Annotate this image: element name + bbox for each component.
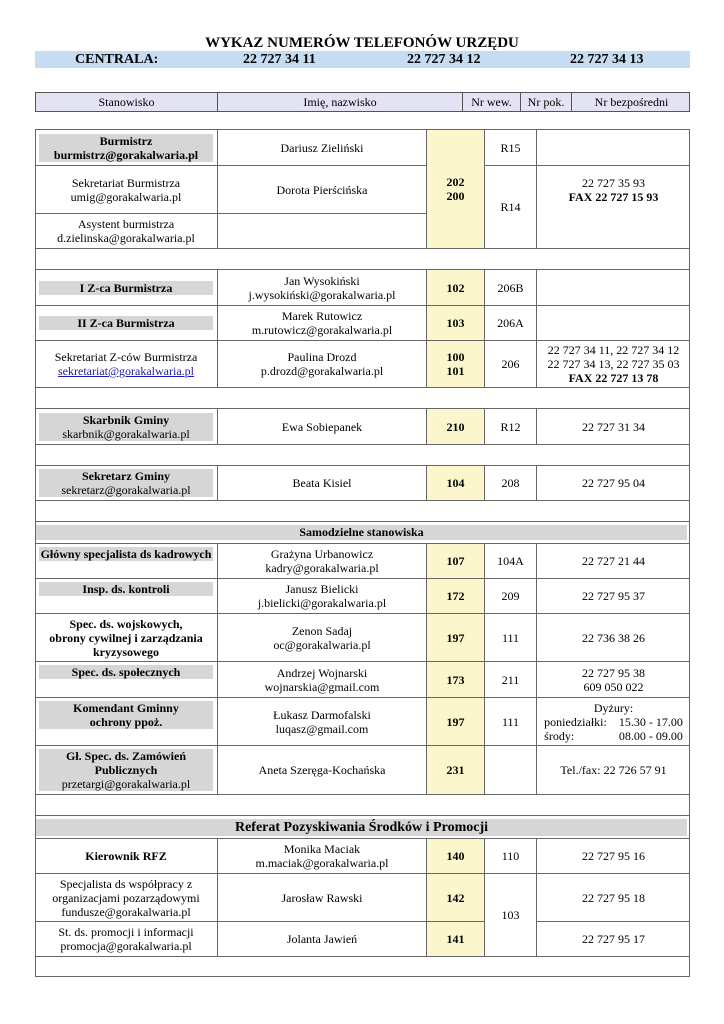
- role-label: Gł. Spec. ds. Zamówień Publicznych przetargi@gorakalwaria.pl: [39, 749, 213, 791]
- duty-hours: poniedziałki: 15.30 - 17.00 środy: 08.00 - 09.00: [544, 714, 683, 743]
- name-cell: Dorota Pierścińska: [218, 165, 427, 213]
- table-row: [35, 543, 218, 578]
- role-label: Główny specjalista ds kadrowych: [40, 547, 212, 561]
- header-wew: Nr wew.: [463, 93, 521, 111]
- ext-cell: 104: [427, 465, 485, 500]
- table-row: Kierownik RFZ: [35, 838, 218, 873]
- phone-cell: 22 727 34 11, 22 727 34 12 22 727 34 13, 22 727 35 03 FAX 22 727 13 78: [537, 340, 690, 387]
- section-heading: Samodzielne stanowiska: [36, 525, 687, 540]
- phone-cell: [537, 129, 690, 165]
- phone-cell: 22 736 38 26: [537, 613, 690, 661]
- room-cell: 206: [485, 340, 537, 387]
- room-cell: 206A: [485, 305, 537, 340]
- phone-cell: 22 727 95 17: [537, 921, 690, 956]
- central-label: CENTRALA:: [75, 52, 159, 67]
- phone-cell: Tel./fax: 22 726 57 91: [537, 745, 690, 794]
- role-label: Spec. ds. społecznych: [39, 665, 213, 679]
- name-cell: Łukasz Darmofalski luqasz@gmail.com: [218, 697, 427, 745]
- table-row: [35, 129, 218, 165]
- table-row: [35, 578, 218, 613]
- room-cell: 211: [485, 661, 537, 697]
- spacer-row: [35, 444, 690, 465]
- phone-cell: 22 727 95 16: [537, 838, 690, 873]
- role-label: Sekretarz Gminy sekretarz@gorakalwaria.pl: [39, 469, 213, 497]
- room-cell: 103: [485, 873, 537, 956]
- table-row: [35, 613, 218, 661]
- ext-cell: 197: [427, 613, 485, 661]
- ext-cell: 140: [427, 838, 485, 873]
- name-cell: Grażyna Urbanowicz kadry@gorakalwaria.pl: [218, 543, 427, 578]
- spacer-row: [35, 794, 690, 815]
- phone-cell: 22 727 21 44: [537, 543, 690, 578]
- ext-cell: 142: [427, 873, 485, 921]
- phone-cell: [537, 269, 690, 305]
- table-row: Asystent burmistrza d.zielinska@gorakalwaria.pl: [35, 213, 218, 248]
- table-row: Sekretariat Z-ców Burmistrza sekretariat@gorakalwaria.pl: [35, 340, 218, 387]
- table-row: [35, 661, 218, 697]
- ext-cell: 202 200: [427, 129, 485, 248]
- room-cell: 111: [485, 697, 537, 745]
- table-row: [35, 745, 218, 794]
- table-header: [35, 92, 690, 112]
- table-row: [35, 465, 218, 500]
- room-cell: [485, 745, 537, 794]
- section-heading: Referat Pozyskiwania Środków i Promocji: [36, 819, 687, 836]
- duty-label: Dyżury:: [593, 700, 634, 715]
- page-title: WYKAZ NUMERÓW TELEFONÓW URZĘDU: [205, 35, 519, 51]
- table-row: [35, 697, 218, 745]
- table-row: Sekretariat Burmistrza umig@gorakalwaria.pl: [35, 165, 218, 213]
- phone-cell: 22 727 35 93 FAX 22 727 15 93: [537, 165, 690, 213]
- name-cell: Aneta Szeręga-Kochańska: [218, 745, 427, 794]
- ext-cell: 107: [427, 543, 485, 578]
- spacer-row: [35, 956, 690, 977]
- ext-cell: 172: [427, 578, 485, 613]
- phone-cell: 22 727 31 34: [537, 408, 690, 444]
- name-cell: Marek Rutowicz m.rutowicz@gorakalwaria.pl: [218, 305, 427, 340]
- spacer-row: [35, 248, 690, 269]
- header-bezp: Nr bezpośredni: [594, 95, 669, 109]
- role-label: II Z-ca Burmistrza: [39, 316, 213, 330]
- name-cell: Paulina Drozd p.drozd@gorakalwaria.pl: [218, 340, 427, 387]
- role-label: I Z-ca Burmistrza: [39, 281, 213, 295]
- central-number-1: 22 727 34 11: [243, 52, 316, 67]
- ext-cell: 173: [427, 661, 485, 697]
- name-cell: Jan Wysokiński j.wysokiński@gorakalwaria.pl: [218, 269, 427, 305]
- room-cell: R15: [485, 129, 537, 165]
- header-imie: Imię, nazwisko: [218, 93, 463, 111]
- header-stanowisko: Stanowisko: [36, 93, 218, 111]
- phone-cell: 22 727 95 38 609 050 022: [537, 661, 690, 697]
- central-bar: [35, 51, 690, 68]
- table-row: St. ds. promocji i informacji promocja@gorakalwaria.pl: [35, 921, 218, 956]
- table-row: [35, 408, 218, 444]
- name-cell: Beata Kisiel: [218, 465, 427, 500]
- room-cell: R12: [485, 408, 537, 444]
- room-cell: 206B: [485, 269, 537, 305]
- name-cell: Jarosław Rawski: [218, 873, 427, 921]
- room-cell: 111: [485, 613, 537, 661]
- ext-cell: 141: [427, 921, 485, 956]
- central-number-3: 22 727 34 13: [570, 52, 644, 67]
- name-cell: Ewa Sobiepanek: [218, 408, 427, 444]
- name-cell: Jolanta Jawień: [218, 921, 427, 956]
- phone-cell: 22 727 95 04: [537, 465, 690, 500]
- ext-cell: 100 101: [427, 340, 485, 387]
- room-cell: R14: [485, 165, 537, 248]
- name-cell: Janusz Bielicki j.bielicki@gorakalwaria.pl: [218, 578, 427, 613]
- phone-cell: [537, 697, 690, 745]
- spacer-row: [35, 500, 690, 521]
- room-cell: 208: [485, 465, 537, 500]
- table-row: [35, 269, 218, 305]
- phone-cell: 22 727 95 18: [537, 873, 690, 921]
- ext-cell: 210: [427, 408, 485, 444]
- name-cell: Dariusz Zieliński: [218, 129, 427, 165]
- role-label: Spec. ds. wojskowych, obrony cywilnej i zarządzania kryzysowego: [49, 616, 203, 659]
- phone-cell: 22 727 95 37: [537, 578, 690, 613]
- table-row: Specjalista ds współpracy z organizacjami pozarządowymi fundusze@gorakalwaria.pl: [35, 873, 218, 921]
- name-cell: Monika Maciak m.maciak@gorakalwaria.pl: [218, 838, 427, 873]
- name-cell: Andrzej Wojnarski wojnarskia@gmail.com: [218, 661, 427, 697]
- spacer-row: [35, 387, 690, 408]
- room-cell: 209: [485, 578, 537, 613]
- role-label: Komendant Gminny ochrony ppoż.: [39, 701, 213, 729]
- room-cell: 110: [485, 838, 537, 873]
- role-label: Insp. ds. kontroli: [39, 582, 213, 596]
- role-label: Skarbnik Gminy skarbnik@gorakalwaria.pl: [39, 413, 213, 441]
- phone-cell: [537, 305, 690, 340]
- header-pok: Nr pok.: [521, 93, 572, 111]
- email-link[interactable]: sekretariat@gorakalwaria.pl: [58, 364, 194, 378]
- role-label: Burmistrz burmistrz@gorakalwaria.pl: [39, 134, 213, 162]
- table-row: [35, 305, 218, 340]
- central-number-2: 22 727 34 12: [407, 52, 481, 67]
- name-cell: Zenon Sadaj oc@gorakalwaria.pl: [218, 613, 427, 661]
- phone-cell: [537, 213, 690, 248]
- ext-cell: 231: [427, 745, 485, 794]
- ext-cell: 103: [427, 305, 485, 340]
- name-cell: [218, 213, 427, 248]
- ext-cell: 197: [427, 697, 485, 745]
- room-cell: 104A: [485, 543, 537, 578]
- ext-cell: 102: [427, 269, 485, 305]
